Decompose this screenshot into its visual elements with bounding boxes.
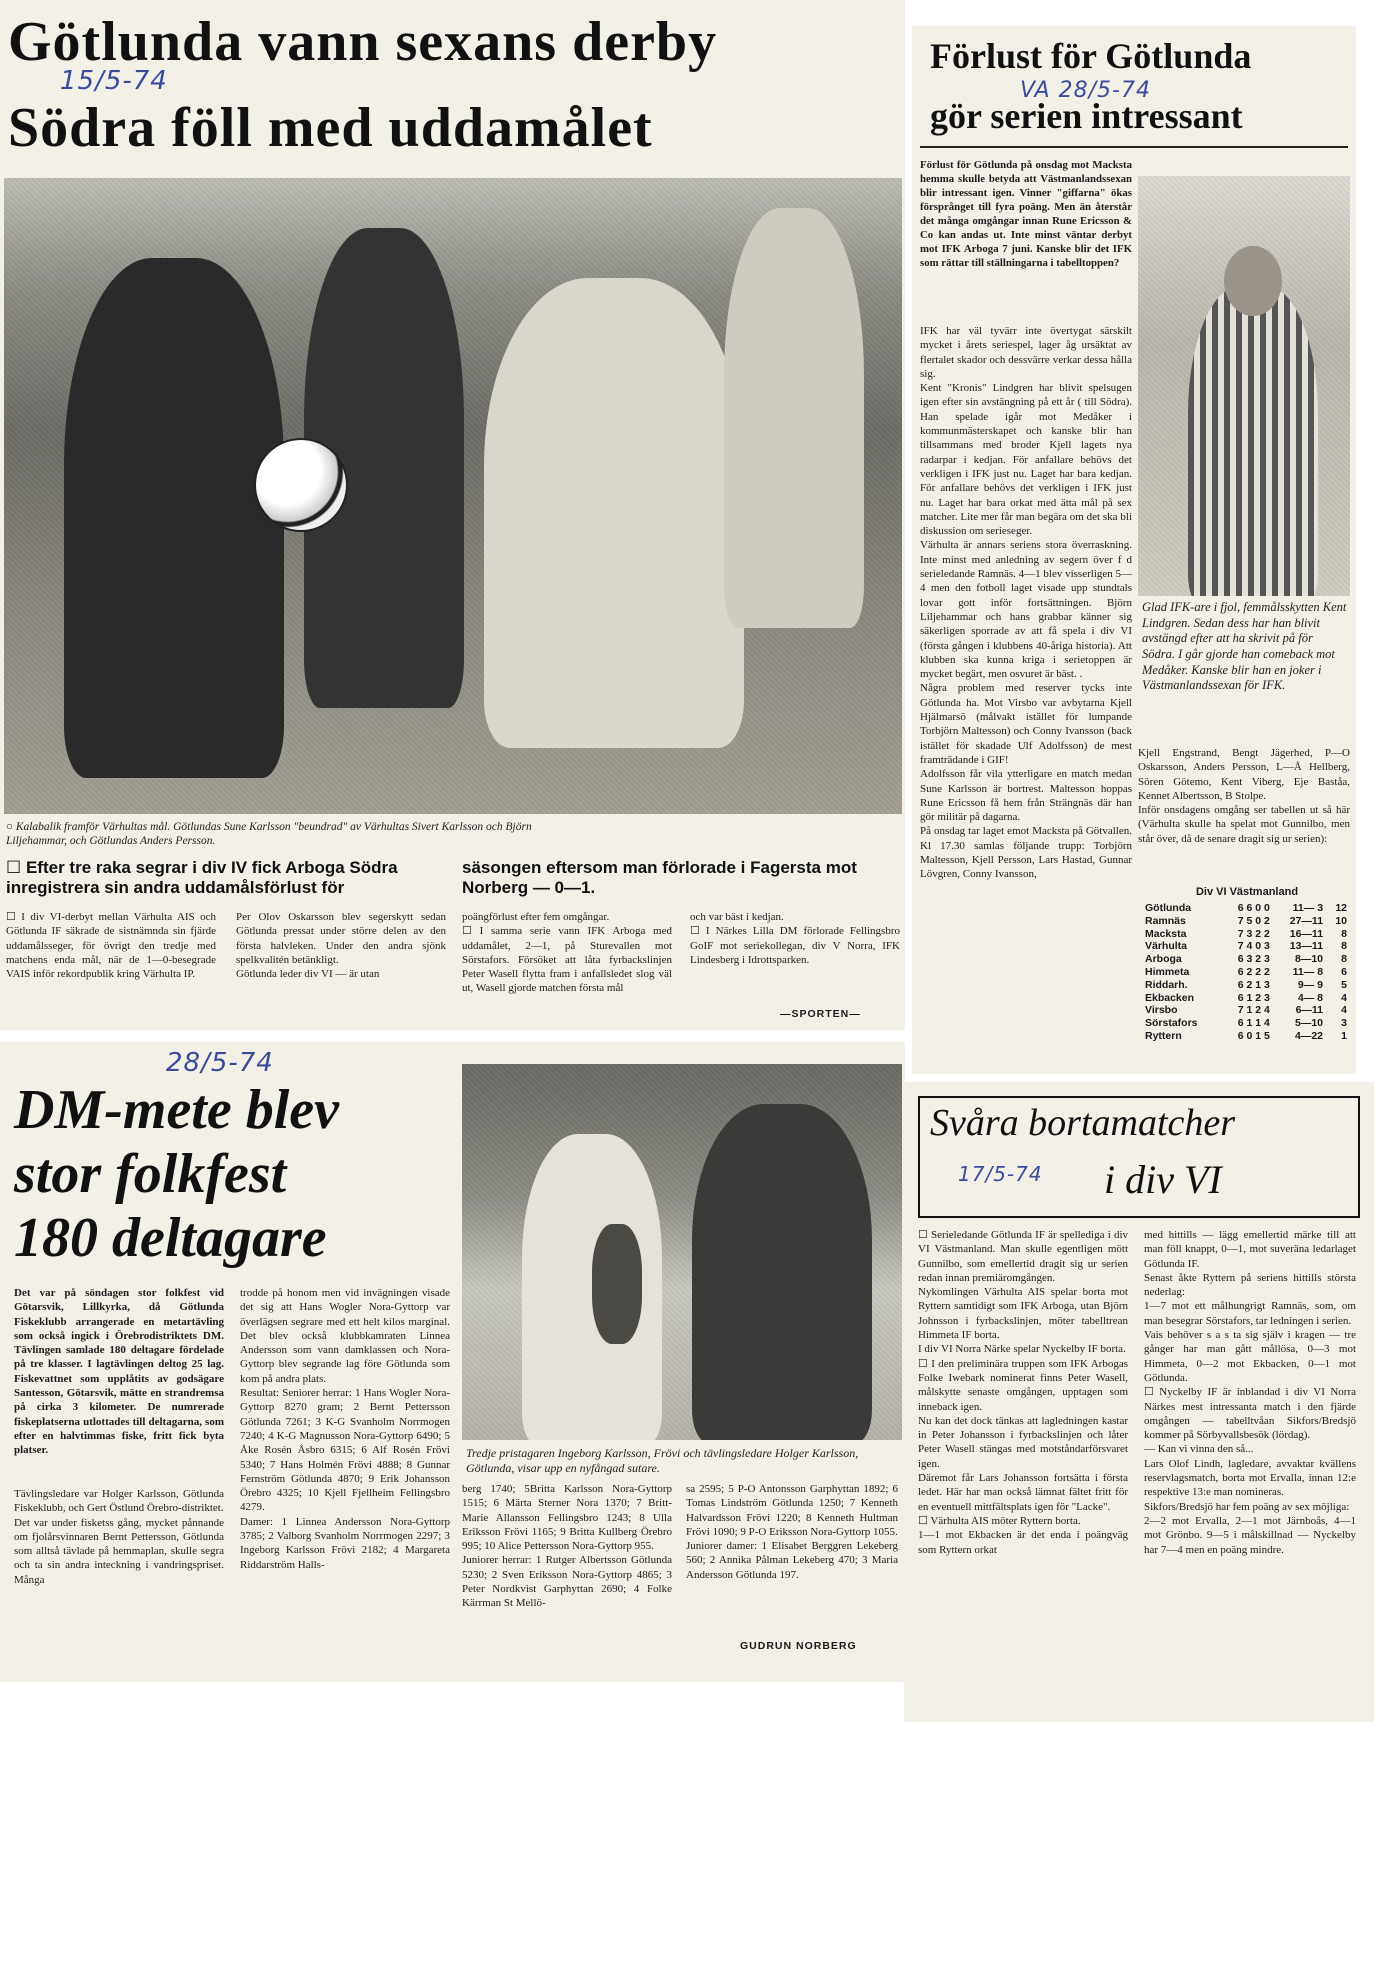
dm-intro: Det var på söndagen stor folkfest vid Götarsvik, Lillkyrka, då Götlunda Fiskeklubb arrangerade en metartävling som också ingick i Örebrodistriktets DM. Tävlingen samlade 180 deltagare fördelade på tre klasser. I lagtävlingen deltog 25 lag. Fiskevattnet som upplåtits av godsägare Santesson, Götarsvik, mätte en strandremsa på cirka 3 kilometer. De numrerade fiskeplatserna utlottades till deltagarna, som efter en halvtimmas fiske, fritt fick byta platser. [14, 1287, 224, 1457]
league-table [1142, 902, 1350, 1043]
borta-column-1: ☐ Serieledande Götlunda IF är spelledigа i div VI Västmanland. Man skulle egentligen mött Gunnilbo, som emellertid dragit sig ur serien redan innan premiäromgången. Nykomlingen Värhulta AIS spelar borta mot Ryttern samtidigt som IFK Arboga, utan Björn Johnsson i fyrbackslinjen, möter tabelltrean Himmeta IF borta. I div VI Norra Närke spelar Nyckelby IF borta. ☐ I den preliminära truppen som IFK Arbogas Folke Iwebark nominerat finns Peter Wasell, målskytte senaste omgången, upptagen som inneback igen. Nu kan det dock tänkas att lagledningen kastar in Peter Johansson i fyrbackslinjen och låter Peter Wasell stängas med motståndarförsvaret igen. Däremot får Lars Johansson fortsätta i första ledet. Här har man också lämnat fältet fritt för en eventuell mittfältsplats igen för "Lacke". ☐ Värhulta AIS möter Ryttern borta. 1—1 mot Ekbacken är det enda i poängväg som Ryttern orkat [918, 1229, 1128, 1556]
headline-dm-3: 180 deltagare [14, 1207, 327, 1269]
divider [920, 146, 1348, 148]
points: 1 [1341, 1029, 1347, 1042]
man-figure [692, 1104, 872, 1440]
football-ball-icon [254, 438, 348, 532]
derby-column-3: poängförlust efter fem omgångar. ☐ I samma serie vann IFK Arboga med uddamålet, 2—1, på Sturevallen mot Sörstafors. Försöket att låta fyrbackslinjen Peter Wasell flytta fram i anfallsledet slog väl ut, Wasell gjorde matchen första mål [462, 911, 672, 995]
goal-difference: 27—11 [1289, 914, 1324, 927]
matches-record: 6 3 2 3 [1237, 953, 1270, 966]
points: 6 [1341, 965, 1347, 978]
table-title: Div VI Västmanland [1195, 886, 1299, 898]
player-kicking [484, 278, 744, 748]
forlust-intro: Förlust för Götlunda på onsdag mot Macksta hemma skulle betyda att Västmanlandssexan blir intressant igen. Vinner "giffarna" ökas försprånget till fyra poäng. Men än återstår det många omgångar innan Rune Ericsson & Co kan andas ut. Inte minst väntar derbyt mot IFK Arboga 7 juni. Kanske blir det IFK som rättar till ställningarna i tabelltoppen? [920, 159, 1132, 270]
team-name: Ryttern [1145, 1029, 1182, 1042]
football-photo [4, 178, 902, 814]
forlust-body-2: Kjell Engstrand, Bengt Jägerhed, P—O Oskarsson, Anders Persson, L—Å Hellberg, Sören Götemo, Kent Viberg, Eje Baståa, Kennet Albertsson, B Stolpe. Inför onsdagens omgång ser tabellen ut så här (Värhulta skulle ha spelat mot Gunnilbo, men står över, då de senare dragit sig ur serien): [1138, 747, 1350, 845]
points: 8 [1341, 953, 1347, 966]
headline-forlust-1: Förlust för Götlunda [930, 36, 1252, 76]
derby-column-1: ☐ I div VI-derbyt mellan Värhulta AIS och Götlunda IF säkrade de sistnämnda sin fjärde uddamålsseger, för övrigt den tredje med matchens enda mål, när de 1—0-besegrade VAIS inför rekordpublik kring Värhulta IP. [6, 911, 216, 981]
points: 3 [1341, 1017, 1347, 1030]
team-name: Götlunda [1145, 902, 1192, 914]
headline-borta-1: Svåra bortamatcher [930, 1102, 1236, 1144]
table-row [1142, 1004, 1350, 1017]
headline-derby-2: Södra föll med uddamålet [8, 97, 653, 159]
goal-difference: 5—10 [1295, 1017, 1324, 1030]
team-name: Ramnäs [1145, 914, 1186, 927]
team-name: Ekbacken [1145, 991, 1195, 1004]
goal-difference: 4—22 [1295, 1029, 1324, 1042]
table-row [1142, 992, 1350, 1005]
goal-difference: 6—11 [1295, 1004, 1324, 1017]
table-row [1142, 953, 1350, 966]
matches-record: 6 6 0 0 [1237, 902, 1270, 914]
table-row [1142, 966, 1350, 979]
goal-difference: 11— 3 [1292, 902, 1324, 914]
team-name: Värhulta [1145, 940, 1188, 953]
goal-difference: 13—11 [1289, 940, 1324, 953]
derby-column-4: och var bäst i kedjan. ☐ I Närkes Lilla DM förlorade Fellingsbro GoIF mot seriekollegan, div V Norra, IFK Lindesberg i Idrottsparken. [690, 911, 900, 966]
matches-record: 6 2 1 3 [1237, 978, 1270, 991]
fish-icon [592, 1224, 642, 1344]
dm-column-2: trodde på honom men vid invägningen visade det sig att Hans Wogler Nora-Gyttorp var överlägsen segrare med ett helt kilos marginal. Det blev också klubbkamraten Linnea Andersson som vann damklassen och Nora-Gyttorp blev segrande lag före Götlunda som kom på andra plats. Resultat: Seniorer herrar: 1 Hans Wogler Nora-Gyttorp 8270 gram; 2 Bernt Pettersson Götlunda 7261; 3 K-G Svanholm Norrmogen 7240; 4 K-G Magnusson Nora-Gyttorp 6490; 5 Åke Rosén Åsbro 6315; 6 Alf Rosén Frövi 5340; 7 Hans Holmén Frövi 4888; 8 Gunnar Fernström Götlunda 4870; 9 Erik Johansson Örebro 4325; 10 Kjell Fjellheim Fellingsbro 4279. Damer: 1 Linnea Andersson Nora-Gyttorp 3785; 2 Valborg Svanholm Norrmogen 2297; 3 Ingeborg Karlsson Frövi 2182; 4 Margareta Riddarström Halls- [240, 1287, 450, 1571]
points: 8 [1341, 927, 1347, 940]
clipping-forlust [912, 26, 1356, 1074]
points: 5 [1341, 978, 1347, 991]
handwritten-date-borta: 17/5-74 [958, 1162, 1043, 1186]
derby-column-2: Per Olov Oskarsson blev segerskytt sedan Götlunda pressat under större delen av den första halvleken. Under den andra sjönk spelkvalitén betänkligt. Götlunda leder div VI — är utan [236, 911, 446, 981]
goal-difference: 11— 8 [1292, 965, 1324, 978]
portrait-figure [1188, 286, 1318, 596]
clipping-bortamatcher [904, 1082, 1374, 1722]
forlust-body: IFK har väl tyvärr inte övertygat särskilt mycket i årets seriespel, lager åg ursäktat av flertalet skador och dessvärre verkar dessa hålla sig. Kent "Kronis" Lindgren har blivit spelsugen igen efter sin avstängning på ett år ( till Södra). Han spelade igår mot Medåker i kommunmästerskapet och kanske blir han tillsammans med broder Kjell lagets nya radarpar i kedjan. För anfallare behövs det verkligen i IFK just nu. Laget har bara kedjan. För anfallare behövs det verkligen i IFK just nu. Laget har bara orkat med ätta mål på sex matcher. Lite mer får man begära om det ska bli diskussion om serieseger. Värhulta är annars seriens stora överraskning. Inte minst med anledning av segern över f d serieledande Ramnäs. 4—1 blev visserligen 5—4 men den fotboll laget visade upp stundtals lovar gott inför fortsättningen. Björn Liljehammar och hans grabbar känner sig säkerligen sporrade av att få spela i div VI (första gången i klubbens 40-åriga historia). Att klubben ska kunna kriga i serietoppen är mycket begärt, men osvuret är bäst. . Några problem med reserver tycks inte Götlunda ha. Mot Virsbo var avbytarna Kjell Hjälmarsö (målvakt istället för lumpande Torbjörn Maltesson) och Conny Ivansson (back istället för skadade Ulf Adolfsson) de mest framträdande i GIF! Adolfsson får vila ytterligare en match medan Sune Karlsson är bortrest. Maltesson hoppas Rune Ericsson få hem från Strängnäs där han gör militär på dagarna. På onsdag tar laget emot Macksta på Götvallen. Kl 17.30 samlas följande trupp: Torbjörn Maltesson, Kjell Persson, Lars Hastad, Gunnar Lövgren, Conny Ivansson, [920, 325, 1133, 881]
borta-column-2: med hittills — lägg emellertid märke till att man föll knappt, 0—1, mot suveräna ledarlaget Götlunda IF. Senast åkte Ryttern på seriens hittills största nederlag: 1—7 mot ett målhungrigt Ramnäs, som, om man besegrar Sörstafors, tar ledningen i serien. Vais behöver s a s ta sig själv i kragen — tre gånger har man gått mållösa, 0—3 mot Himmeta, 0—2 mot Ekbacken, 0—1 mot Götlunda. ☐ Nyckelby IF är inblandad i div VI Norra Närkes mest intressanta match i den fjärde omgången — tabelltvåan Sikfors/Bredsjö kommer på Sörbyvallsbesök (lördag). — Kan vi vinna den så... Lars Olof Lindh, lagledare, avvaktar kvällens reservlagsmatch, borta mot Ervalla, innan 12:e respektive 13:e man nomineras. Sikfors/Bredsjö har fem poäng av sex möjliga: 2—2 mot Ervalla, 2—1 mot Järnboås, 4—1 mot Grönbo. 9—5 i målskillnad — Nyckelby har 7—4 men en poäng mindre. [1144, 1229, 1356, 1556]
handwritten-date-forlust: VA 28/5-74 [1020, 78, 1151, 103]
matches-record: 7 4 0 3 [1237, 940, 1270, 953]
headline-borta-2: i div VI [1104, 1157, 1222, 1202]
clipping-dm-mete [0, 1042, 905, 1682]
player-right [724, 208, 864, 628]
portrait-head [1224, 246, 1282, 316]
dm-column-4: sa 2595; 5 P-O Antonsson Garphyttan 1892; 6 Tomas Lindström Götlunda 1250; 7 Kenneth Halvardsson Frövi 1220; 8 Kenneth Hultman Frövi 1090; 9 P-O Eriksson Nora-Gyttorp 1055. Juniorer damer: 1 Elisabet Berggren Lekeberg 560; 2 Annika Pålman Lekeberg 470; 3 Maria Andersson Götlunda 197. [686, 1483, 898, 1581]
team-name: Sörstafors [1145, 1017, 1198, 1030]
points: 10 [1335, 914, 1347, 927]
dm-signature: GUDRUN NORBERG [740, 1640, 857, 1652]
matches-record: 7 3 2 2 [1237, 927, 1270, 940]
dm-column-3: berg 1740; 5Britta Karlsson Nora-Gyttorp 1515; 6 Märta Sterner Nora 1370; 7 Britt-Marie Allansson Fellingsbro 1243; 8 Ulla Eriksson Frövi 1165; 9 Britta Kullberg Örebro 995; 10 Alice Pettersson Nora-Gyttorp 955. Juniorer herrar: 1 Rutger Albertsson Götlunda 5230; 2 Sven Eriksson Nora-Gyttorp 4865; 3 Peter Nordkvist Garphyttan 2690; 4 Folke Kärrman St Mellö- [462, 1483, 672, 1610]
fishing-photo [462, 1064, 902, 1440]
headline-derby-1: Götlunda vann sexans derby [8, 11, 718, 73]
goal-difference: 8—10 [1295, 953, 1324, 966]
headline-dm-2: stor folkfest [14, 1143, 287, 1205]
team-name: Arboga [1145, 953, 1182, 966]
handwritten-date-dm: 28/5-74 [166, 1048, 274, 1078]
points: 4 [1341, 991, 1347, 1004]
handwritten-date: 15/5-74 [60, 66, 168, 96]
goal-difference: 16—11 [1289, 927, 1324, 940]
headline-dm-1: DM-mete blev [14, 1079, 339, 1141]
photo-caption: ○ Kalabalik framför Värhultas mål. Götlundas Sune Karlsson "beundrad" av Värhultas Sivert Karlsson och Björn Liljehammar, och Götlundas Anders Persson. [6, 821, 532, 848]
team-name: Himmeta [1145, 965, 1190, 978]
lead-text-left: ☐ Efter tre raka segrar i div IV fick Arboga Södra inregistrera sin andra uddamålsförlust för [6, 858, 398, 898]
dm-column-1b: Tävlingsledare var Holger Karlsson, Götlunda Fiskeklubb, och Gert Östlund Örebro-distriktet. Det var under fisketss gång, mycket pånnande om fjolårsvinnaren Bernt Pettersson, Götlunda som alltså tävlade på hemmaplan, skulle segra och ta sin andra inteckning i vandringspriset. Många [14, 1488, 224, 1586]
matches-record: 7 1 2 4 [1237, 1004, 1270, 1017]
points: 12 [1335, 902, 1347, 914]
table-row [1142, 940, 1350, 953]
headline-forlust-2: gör serien intressant [930, 96, 1243, 136]
matches-record: 6 1 2 3 [1237, 991, 1270, 1004]
player-portrait-photo [1138, 176, 1350, 596]
goal-difference: 4— 8 [1297, 991, 1324, 1004]
team-name: Riddarh. [1145, 978, 1188, 991]
matches-record: 6 0 1 5 [1237, 1029, 1270, 1042]
table-row [1142, 928, 1350, 941]
points: 4 [1341, 1004, 1347, 1017]
fishing-caption: Tredje pristagaren Ingeborg Karlsson, Frövi och tävlingsledare Holger Karlsson, Götlunda, visar upp en nyfångad sutare. [466, 1446, 859, 1475]
table-row [1142, 915, 1350, 928]
matches-record: 6 1 1 4 [1237, 1017, 1270, 1030]
clipping-derby [0, 0, 905, 1030]
points: 8 [1341, 940, 1347, 953]
lead-text-right: säsongen eftersom man förlorade i Fagersta mot Norberg — 0—1. [462, 858, 857, 898]
goal-difference: 9— 9 [1297, 978, 1324, 991]
table-row [1142, 902, 1350, 915]
table-row [1142, 1030, 1350, 1043]
derby-signature: —SPORTEN— [780, 1008, 861, 1020]
table-row [1142, 1017, 1350, 1030]
portrait-caption: Glad IFK-are i fjol, femmålsskytten Kent Lindgren. Sedan dess har han blivit avstängd efter att ha skrivit på för Södra. I går gjorde han comeback mot Medåker. Kanske blir han en joker i Västmanlandssexan för IFK. [1142, 600, 1347, 693]
team-name: Virsbo [1145, 1004, 1178, 1017]
matches-record: 7 5 0 2 [1237, 914, 1270, 927]
team-name: Macksta [1145, 927, 1187, 940]
table-row [1142, 979, 1350, 992]
matches-record: 6 2 2 2 [1237, 965, 1270, 978]
player-left [64, 258, 284, 778]
